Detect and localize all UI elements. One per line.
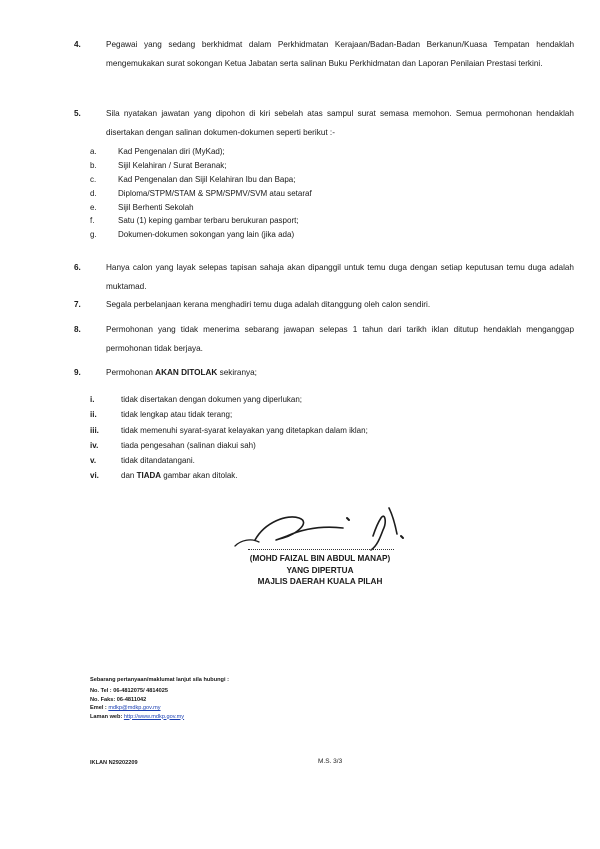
list-item (90, 453, 520, 468)
signature-graphic (225, 500, 415, 552)
list-item (90, 187, 520, 201)
paragraph-4 (74, 35, 574, 73)
list-text-end: gambar akan ditolak. (161, 471, 238, 481)
contact-intro: Sebarang pertanyaan/maklumat lanjut sila hubungi : (90, 677, 229, 683)
list-text: tiada pengesahan (salinan diakui sah) (121, 440, 256, 450)
list-text: tidak ditandatangani. (121, 456, 195, 466)
list-item (90, 468, 520, 483)
list-item (90, 423, 520, 438)
paragraph-number: 9. (74, 368, 81, 377)
signature-line (248, 549, 394, 550)
website-link[interactable]: http://www.mdkp.gov.my (123, 713, 185, 720)
advert-reference: IKLAN N29202209 (90, 760, 138, 766)
emphasis-text: AKAN DITOLAK (155, 368, 218, 377)
paragraph-9 (74, 363, 574, 382)
list-item (90, 438, 520, 453)
list-text-start: dan (121, 471, 137, 481)
paragraph-text (106, 363, 574, 382)
list-label: g. (90, 230, 97, 240)
list-text: tidak disertakan dengan dokumen yang diperlukan; (121, 395, 303, 404)
list-label: iv. (90, 440, 99, 450)
list-label: c. (90, 174, 97, 184)
list-label: e. (90, 202, 97, 212)
paragraph-8 (74, 320, 574, 358)
paragraph-text-end: sekiranya; (217, 368, 257, 377)
contact-web-row (90, 713, 350, 721)
list-label: f. (90, 216, 95, 226)
page-number: M.S. 3/3 (318, 758, 343, 765)
paragraph-text: Permohonan yang tidak menerima sebarang jawapan selepas 1 tahun dari tarikh iklan ditutup hendaklah menganggap permohonan tidak berjaya. (106, 325, 574, 353)
paragraph-6 (74, 258, 574, 296)
list-label: a. (90, 147, 97, 156)
list-text: Dokumen-dokumen sokongan yang lain (jika ada) (118, 230, 295, 240)
paragraph-text: Sila nyatakan jawatan yang dipohon di kiri sebelah atas sampul surat semasa memohon. Semua permohonan hendaklah disertakan dengan salinan dokumen-dokumen seperti berikut :- (106, 109, 574, 137)
list-item (90, 214, 520, 228)
list-text: Sijil Kelahiran / Surat Beranak; (118, 160, 227, 170)
list-item (90, 173, 520, 187)
list-text: Kad Pengenalan dan Sijil Kelahiran Ibu dan Bapa; (118, 174, 296, 184)
contact-tel: No. Tel : 06-4812075/ 4814025 (90, 688, 168, 695)
list-label: i. (90, 395, 95, 404)
signatory-organisation: MAJLIS DAERAH KUALA PILAH (257, 577, 383, 586)
handwritten-signature (225, 500, 415, 552)
paragraph-text: Segala perbelanjaan kerana menghadiri temu duga adalah ditanggung oleh calon sendiri. (106, 300, 431, 309)
paragraph-5 (74, 104, 574, 142)
contact-info (90, 676, 350, 721)
email-link[interactable]: mdkp@mdkp.gov.my (108, 705, 161, 712)
list-item (90, 159, 520, 173)
signatory-block (240, 553, 400, 588)
paragraph-number: 4. (74, 40, 81, 49)
rejection-list (90, 392, 520, 484)
paragraph-text: Hanya calon yang layak selepas tapisan sahaja akan dipanggil untuk temu duga dengan setiap keputusan temu duga adalah muktamad. (106, 263, 574, 291)
paragraph-number: 6. (74, 263, 81, 272)
list-label: ii. (90, 410, 97, 420)
list-label: iii. (90, 425, 99, 435)
contact-fax: No. Faks: 06-4811042 (90, 696, 147, 703)
paragraph-text: Pegawai yang sedang berkhidmat dalam Perkhidmatan Kerajaan/Badan-Badan Berkanun/Kuasa Tempatan hendaklah mengemukakan surat sokongan Ketua Jabatan serta salinan Buku Perkhidmatan dan Laporan Penilaian Prestasi terkini. (106, 40, 574, 68)
list-text: tidak memenuhi syarat-syarat kelayakan yang ditetapkan dalam iklan; (121, 425, 368, 435)
list-item (90, 407, 520, 422)
web-label: Laman web: (90, 713, 124, 720)
list-item (90, 201, 520, 215)
paragraph-7 (74, 295, 574, 314)
list-label: d. (90, 188, 97, 198)
list-label: vi. (90, 471, 99, 481)
list-text: tidak lengkap atau tidak terang; (121, 410, 233, 420)
paragraph-number: 7. (74, 300, 81, 309)
paragraph-number: 8. (74, 325, 81, 334)
email-label: Emel : (90, 705, 109, 712)
list-item (90, 145, 520, 159)
signatory-title: YANG DIPERTUA (286, 565, 354, 575)
emphasis-text: TIADA (136, 471, 162, 481)
list-text: Kad Pengenalan diri (MyKad); (118, 147, 225, 156)
list-text: Diploma/STPM/STAM & SPM/SPMV/SVM atau setaraf (118, 188, 312, 198)
paragraph-number: 5. (74, 109, 81, 118)
list-text: Satu (1) keping gambar terbaru berukuran pasport; (118, 216, 299, 226)
list-label: v. (90, 456, 97, 466)
list-item (90, 228, 520, 242)
list-text: Sijil Berhenti Sekolah (118, 202, 194, 212)
list-item (90, 392, 520, 407)
documents-list (90, 145, 520, 242)
paragraph-text-start: Permohonan (106, 368, 156, 377)
signatory-name: (MOHD FAIZAL BIN ABDUL MANAP) (249, 554, 391, 563)
contact-email-row (90, 704, 350, 712)
list-text (121, 468, 238, 483)
list-label: b. (90, 160, 97, 170)
